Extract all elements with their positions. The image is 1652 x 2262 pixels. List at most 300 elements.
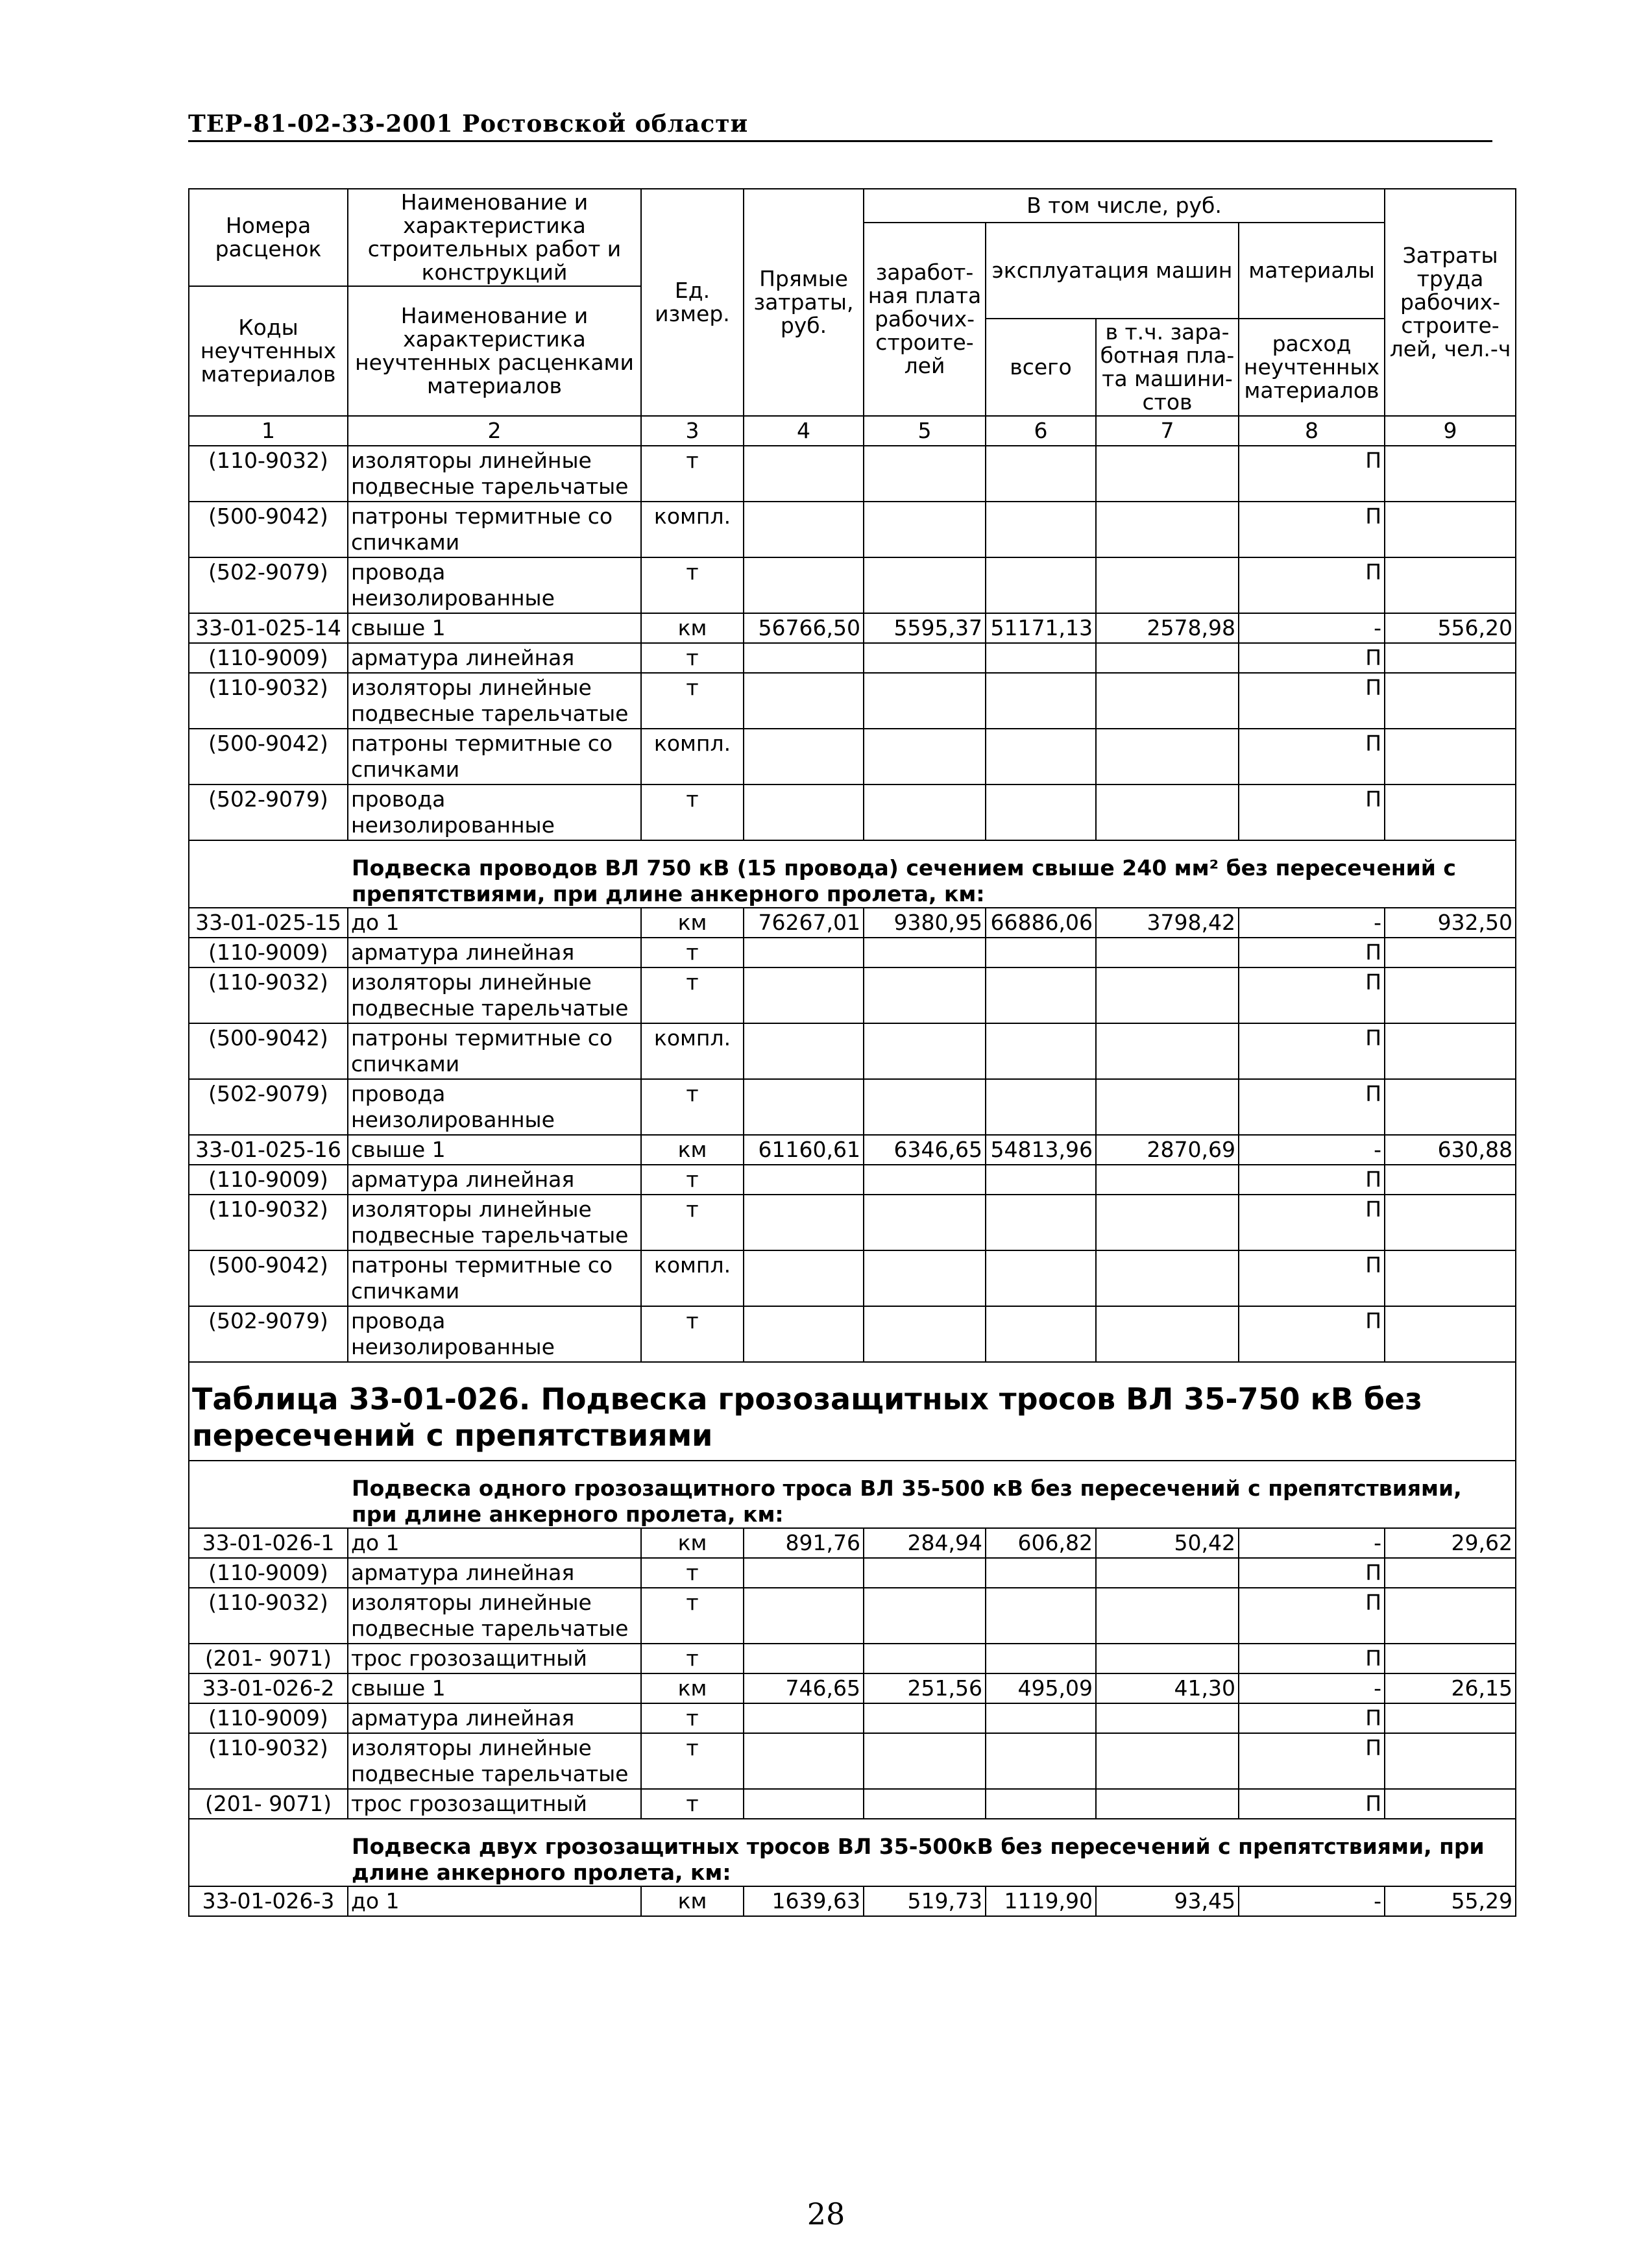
table-row: [189, 643, 1516, 673]
machine-total-cell: [986, 502, 1096, 557]
materials-cell: П: [1239, 1644, 1385, 1673]
machine-total-cell: [986, 673, 1096, 729]
materials-cell: П: [1239, 502, 1385, 557]
work-name-cell: патроны термитные со спичками: [348, 502, 641, 557]
table-row: [189, 729, 1516, 784]
unit-cell: км: [641, 1135, 744, 1165]
direct-costs-cell: [744, 1306, 864, 1362]
wages-cell: [864, 1165, 986, 1195]
wages-cell: [864, 1588, 986, 1644]
table-row: [189, 1703, 1516, 1733]
rate-code-cell: (110-9009): [189, 1165, 348, 1195]
unit-cell: т: [641, 1588, 744, 1644]
machine-total-cell: [986, 1588, 1096, 1644]
unit-cell: компл.: [641, 1023, 744, 1079]
labor-cell: 55,29: [1385, 1886, 1516, 1916]
wages-cell: [864, 1644, 986, 1673]
labor-cell: [1385, 1306, 1516, 1362]
machine-wages-cell: 3798,42: [1096, 908, 1239, 938]
wages-cell: [864, 784, 986, 840]
machine-wages-cell: 93,45: [1096, 1886, 1239, 1916]
machine-total-cell: [986, 1079, 1096, 1135]
machine-total-cell: [986, 1250, 1096, 1306]
machine-total-cell: [986, 938, 1096, 967]
header-machine-operation: эксплуатация машин: [986, 223, 1239, 319]
work-name-cell: изоляторы линейные подвесные тарельчатые: [348, 673, 641, 729]
materials-cell: П: [1239, 1023, 1385, 1079]
work-name-cell: провода неизолированные: [348, 1306, 641, 1362]
wages-cell: [864, 643, 986, 673]
document-title: ТЕР-81-02-33-2001 Ростовской области: [188, 110, 749, 138]
header-labor: Затраты труда рабочих-строите-лей, чел.-ч: [1385, 189, 1516, 416]
work-name-cell: трос грозозащитный: [348, 1644, 641, 1673]
work-name-cell: трос грозозащитный: [348, 1789, 641, 1819]
header-unit: Ед. измер.: [641, 189, 744, 416]
wages-cell: [864, 446, 986, 502]
materials-cell: П: [1239, 673, 1385, 729]
table-row: [189, 1588, 1516, 1644]
work-name-cell: провода неизолированные: [348, 557, 641, 613]
wages-cell: [864, 1789, 986, 1819]
direct-costs-cell: [744, 643, 864, 673]
rate-code-cell: (502-9079): [189, 1079, 348, 1135]
direct-costs-cell: [744, 784, 864, 840]
machine-wages-cell: [1096, 729, 1239, 784]
table-row: [189, 502, 1516, 557]
unit-cell: т: [641, 784, 744, 840]
work-name-cell: до 1: [348, 1886, 641, 1916]
header-codes: Коды неучтенных материалов: [189, 286, 348, 416]
direct-costs-cell: [744, 673, 864, 729]
labor-cell: [1385, 938, 1516, 967]
wages-cell: [864, 938, 986, 967]
wages-cell: [864, 1558, 986, 1588]
materials-cell: -: [1239, 1673, 1385, 1703]
labor-cell: [1385, 1165, 1516, 1195]
table-row: [189, 1079, 1516, 1135]
table-row: [189, 446, 1516, 502]
machine-total-cell: [986, 1023, 1096, 1079]
header-machine-wages: в т.ч. зара-ботная пла-та машини-стов: [1096, 319, 1239, 416]
unit-cell: компл.: [641, 1250, 744, 1306]
wages-cell: 284,94: [864, 1528, 986, 1558]
machine-wages-cell: [1096, 967, 1239, 1023]
work-name-cell: изоляторы линейные подвесные тарельчатые: [348, 967, 641, 1023]
machine-wages-cell: 2870,69: [1096, 1135, 1239, 1165]
machine-total-cell: [986, 643, 1096, 673]
machine-wages-cell: [1096, 1703, 1239, 1733]
work-name-cell: патроны термитные со спичками: [348, 729, 641, 784]
machine-wages-cell: [1096, 1644, 1239, 1673]
section-heading: Подвеска одного грозозащитного троса ВЛ 35-500 кВ без пересечений с препятствиями, при длине анкерного пролета, км:: [189, 1461, 1516, 1528]
wages-cell: [864, 1023, 986, 1079]
rate-code-cell: (500-9042): [189, 1023, 348, 1079]
labor-cell: [1385, 1703, 1516, 1733]
work-name-cell: арматура линейная: [348, 1165, 641, 1195]
direct-costs-cell: 61160,61: [744, 1135, 864, 1165]
table-row: [189, 1558, 1516, 1588]
rate-code-cell: (500-9042): [189, 502, 348, 557]
direct-costs-cell: 891,76: [744, 1528, 864, 1558]
direct-costs-cell: [744, 1703, 864, 1733]
unit-cell: т: [641, 643, 744, 673]
header-rates-numbers: Номера расценок: [189, 189, 348, 286]
direct-costs-cell: [744, 1250, 864, 1306]
labor-cell: [1385, 1644, 1516, 1673]
machine-wages-cell: [1096, 1165, 1239, 1195]
unit-cell: т: [641, 1306, 744, 1362]
work-name-cell: арматура линейная: [348, 938, 641, 967]
labor-cell: 29,62: [1385, 1528, 1516, 1558]
header-including: В том числе, руб.: [864, 189, 1385, 223]
rate-code-cell: (201- 9071): [189, 1789, 348, 1819]
materials-cell: П: [1239, 729, 1385, 784]
unit-cell: т: [641, 1165, 744, 1195]
labor-cell: 26,15: [1385, 1673, 1516, 1703]
table-row: [189, 1789, 1516, 1819]
labor-cell: [1385, 1588, 1516, 1644]
work-name-cell: патроны термитные со спичками: [348, 1023, 641, 1079]
column-number-cell: 2: [348, 416, 641, 446]
direct-costs-cell: [744, 967, 864, 1023]
work-name-cell: провода неизолированные: [348, 1079, 641, 1135]
section-heading-row: [189, 1819, 1516, 1886]
direct-costs-cell: [744, 1165, 864, 1195]
column-number-cell: 4: [744, 416, 864, 446]
unit-cell: км: [641, 908, 744, 938]
rates-table: [188, 188, 1516, 1917]
unit-cell: т: [641, 938, 744, 967]
direct-costs-cell: [744, 446, 864, 502]
table-row: [189, 1886, 1516, 1916]
table-row: [189, 1733, 1516, 1789]
machine-total-cell: [986, 1789, 1096, 1819]
machine-wages-cell: [1096, 1789, 1239, 1819]
materials-cell: П: [1239, 1558, 1385, 1588]
column-number-cell: 5: [864, 416, 986, 446]
wages-cell: 519,73: [864, 1886, 986, 1916]
column-number-cell: 1: [189, 416, 348, 446]
table-row: [189, 1644, 1516, 1673]
rate-code-cell: 33-01-025-16: [189, 1135, 348, 1165]
unit-cell: т: [641, 1703, 744, 1733]
machine-wages-cell: 41,30: [1096, 1673, 1239, 1703]
materials-cell: -: [1239, 1528, 1385, 1558]
direct-costs-cell: [744, 1588, 864, 1644]
table-row: [189, 673, 1516, 729]
labor-cell: [1385, 1250, 1516, 1306]
rate-code-cell: (110-9009): [189, 643, 348, 673]
page-number: 28: [807, 2196, 845, 2232]
wages-cell: [864, 967, 986, 1023]
labor-cell: [1385, 1733, 1516, 1789]
work-name-cell: арматура линейная: [348, 1703, 641, 1733]
wages-cell: [864, 1733, 986, 1789]
direct-costs-cell: 56766,50: [744, 613, 864, 643]
wages-cell: 251,56: [864, 1673, 986, 1703]
table-row: [189, 1135, 1516, 1165]
direct-costs-cell: [744, 729, 864, 784]
materials-cell: П: [1239, 446, 1385, 502]
work-name-cell: изоляторы линейные подвесные тарельчатые: [348, 1195, 641, 1250]
table-row: [189, 784, 1516, 840]
page-header: [188, 110, 1492, 142]
unit-cell: км: [641, 613, 744, 643]
wages-cell: [864, 673, 986, 729]
machine-total-cell: [986, 1195, 1096, 1250]
direct-costs-cell: [744, 1733, 864, 1789]
materials-cell: П: [1239, 1733, 1385, 1789]
direct-costs-cell: [744, 1789, 864, 1819]
wages-cell: [864, 1195, 986, 1250]
materials-cell: -: [1239, 1135, 1385, 1165]
machine-total-cell: [986, 1644, 1096, 1673]
machine-total-cell: [986, 1165, 1096, 1195]
direct-costs-cell: [744, 1079, 864, 1135]
work-name-cell: арматура линейная: [348, 643, 641, 673]
direct-costs-cell: [744, 1023, 864, 1079]
machine-wages-cell: 50,42: [1096, 1528, 1239, 1558]
unit-cell: км: [641, 1528, 744, 1558]
direct-costs-cell: [744, 1558, 864, 1588]
machine-wages-cell: 2578,98: [1096, 613, 1239, 643]
machine-total-cell: 1119,90: [986, 1886, 1096, 1916]
rate-code-cell: (502-9079): [189, 784, 348, 840]
machine-total-cell: 66886,06: [986, 908, 1096, 938]
header-wages: заработ-ная плата рабочих-строите-лей: [864, 223, 986, 416]
unit-cell: т: [641, 1733, 744, 1789]
table-title-row: [189, 1374, 1516, 1461]
direct-costs-cell: 76267,01: [744, 908, 864, 938]
table-row: [189, 1023, 1516, 1079]
wages-cell: 6346,65: [864, 1135, 986, 1165]
table-row: [189, 1528, 1516, 1558]
work-name-cell: до 1: [348, 908, 641, 938]
unit-cell: т: [641, 1644, 744, 1673]
machine-total-cell: [986, 784, 1096, 840]
wages-cell: [864, 1306, 986, 1362]
machine-total-cell: [986, 1703, 1096, 1733]
labor-cell: [1385, 643, 1516, 673]
rate-code-cell: (110-9009): [189, 1558, 348, 1588]
labor-cell: [1385, 1079, 1516, 1135]
rate-code-cell: (502-9079): [189, 557, 348, 613]
machine-total-cell: [986, 557, 1096, 613]
rate-code-cell: (110-9009): [189, 938, 348, 967]
rate-code-cell: (110-9032): [189, 1195, 348, 1250]
unit-cell: т: [641, 967, 744, 1023]
direct-costs-cell: [744, 938, 864, 967]
wages-cell: [864, 502, 986, 557]
column-number-cell: 9: [1385, 416, 1516, 446]
table-row: [189, 1306, 1516, 1362]
rate-code-cell: (110-9032): [189, 1588, 348, 1644]
header-materials-usage: расход неучтенных материалов: [1239, 319, 1385, 416]
direct-costs-cell: [744, 557, 864, 613]
machine-wages-cell: [1096, 1588, 1239, 1644]
materials-cell: П: [1239, 1789, 1385, 1819]
table-row: [189, 908, 1516, 938]
machine-wages-cell: [1096, 446, 1239, 502]
materials-cell: П: [1239, 1165, 1385, 1195]
table-row: [189, 938, 1516, 967]
machine-wages-cell: [1096, 1558, 1239, 1588]
section-heading-row: [189, 1461, 1516, 1528]
machine-wages-cell: [1096, 502, 1239, 557]
labor-cell: [1385, 729, 1516, 784]
wages-cell: 5595,37: [864, 613, 986, 643]
labor-cell: [1385, 673, 1516, 729]
rate-code-cell: (110-9032): [189, 446, 348, 502]
unit-cell: т: [641, 1558, 744, 1588]
rate-code-cell: (500-9042): [189, 1250, 348, 1306]
machine-wages-cell: [1096, 1023, 1239, 1079]
unit-cell: т: [641, 673, 744, 729]
machine-wages-cell: [1096, 1079, 1239, 1135]
machine-wages-cell: [1096, 938, 1239, 967]
machine-wages-cell: [1096, 643, 1239, 673]
table-row: [189, 613, 1516, 643]
unit-cell: т: [641, 557, 744, 613]
unit-cell: т: [641, 1195, 744, 1250]
wages-cell: [864, 557, 986, 613]
materials-cell: П: [1239, 643, 1385, 673]
rate-code-cell: 33-01-026-2: [189, 1673, 348, 1703]
table-title: Таблица 33-01-026. Подвеска грозозащитных тросов ВЛ 35-750 кВ без пересечений с препятствиями: [189, 1374, 1516, 1461]
materials-cell: П: [1239, 1588, 1385, 1644]
spacer: [189, 1362, 1516, 1374]
rate-code-cell: (110-9032): [189, 673, 348, 729]
column-number-cell: 8: [1239, 416, 1385, 446]
work-name-cell: свыше 1: [348, 613, 641, 643]
machine-total-cell: [986, 967, 1096, 1023]
table-row: [189, 967, 1516, 1023]
wages-cell: [864, 729, 986, 784]
work-name-cell: свыше 1: [348, 1135, 641, 1165]
labor-cell: [1385, 967, 1516, 1023]
header-machine-total: всего: [986, 319, 1096, 416]
machine-wages-cell: [1096, 673, 1239, 729]
rate-code-cell: (110-9032): [189, 967, 348, 1023]
table-row: [189, 1673, 1516, 1703]
labor-cell: 932,50: [1385, 908, 1516, 938]
machine-total-cell: [986, 729, 1096, 784]
machine-total-cell: [986, 1558, 1096, 1588]
rate-code-cell: 33-01-026-3: [189, 1886, 348, 1916]
work-name-cell: до 1: [348, 1528, 641, 1558]
labor-cell: 556,20: [1385, 613, 1516, 643]
rate-code-cell: (500-9042): [189, 729, 348, 784]
materials-cell: П: [1239, 967, 1385, 1023]
wages-cell: [864, 1079, 986, 1135]
rate-code-cell: (201- 9071): [189, 1644, 348, 1673]
spacer-row: [189, 1362, 1516, 1374]
header-materials: материалы: [1239, 223, 1385, 319]
column-number-cell: 7: [1096, 416, 1239, 446]
materials-cell: -: [1239, 1886, 1385, 1916]
column-number-cell: 6: [986, 416, 1096, 446]
materials-cell: П: [1239, 1703, 1385, 1733]
rate-code-cell: 33-01-026-1: [189, 1528, 348, 1558]
machine-total-cell: [986, 446, 1096, 502]
column-numbers-row: [189, 416, 1516, 446]
labor-cell: [1385, 502, 1516, 557]
table-row: [189, 1250, 1516, 1306]
work-name-cell: свыше 1: [348, 1673, 641, 1703]
materials-cell: -: [1239, 613, 1385, 643]
materials-cell: П: [1239, 938, 1385, 967]
unit-cell: компл.: [641, 502, 744, 557]
labor-cell: [1385, 446, 1516, 502]
column-number-cell: 3: [641, 416, 744, 446]
direct-costs-cell: [744, 502, 864, 557]
materials-cell: П: [1239, 1079, 1385, 1135]
labor-cell: [1385, 557, 1516, 613]
header-direct-costs: Прямые затраты, руб.: [744, 189, 864, 416]
rate-code-cell: 33-01-025-14: [189, 613, 348, 643]
machine-total-cell: 54813,96: [986, 1135, 1096, 1165]
wages-cell: 9380,95: [864, 908, 986, 938]
machine-total-cell: 51171,13: [986, 613, 1096, 643]
work-name-cell: провода неизолированные: [348, 784, 641, 840]
header-name-bottom: Наименование и характеристика неучтенных расценками материалов: [348, 286, 641, 416]
materials-cell: -: [1239, 908, 1385, 938]
table-row: [189, 1165, 1516, 1195]
labor-cell: [1385, 1023, 1516, 1079]
labor-cell: [1385, 1195, 1516, 1250]
wages-cell: [864, 1250, 986, 1306]
unit-cell: т: [641, 446, 744, 502]
unit-cell: км: [641, 1673, 744, 1703]
unit-cell: км: [641, 1886, 744, 1916]
materials-cell: П: [1239, 1306, 1385, 1362]
direct-costs-cell: 746,65: [744, 1673, 864, 1703]
machine-wages-cell: [1096, 1306, 1239, 1362]
machine-wages-cell: [1096, 557, 1239, 613]
labor-cell: [1385, 784, 1516, 840]
machine-total-cell: [986, 1306, 1096, 1362]
labor-cell: 630,88: [1385, 1135, 1516, 1165]
machine-wages-cell: [1096, 1250, 1239, 1306]
work-name-cell: изоляторы линейные подвесные тарельчатые: [348, 446, 641, 502]
materials-cell: П: [1239, 557, 1385, 613]
materials-cell: П: [1239, 1195, 1385, 1250]
rate-code-cell: 33-01-025-15: [189, 908, 348, 938]
labor-cell: [1385, 1558, 1516, 1588]
work-name-cell: изоляторы линейные подвесные тарельчатые: [348, 1733, 641, 1789]
materials-cell: П: [1239, 784, 1385, 840]
work-name-cell: патроны термитные со спичками: [348, 1250, 641, 1306]
labor-cell: [1385, 1789, 1516, 1819]
machine-total-cell: 495,09: [986, 1673, 1096, 1703]
unit-cell: т: [641, 1079, 744, 1135]
section-heading: Подвеска двух грозозащитных тросов ВЛ 35-500кВ без пересечений с препятствиями, при длине анкерного пролета, км:: [189, 1819, 1516, 1886]
table-row: [189, 1195, 1516, 1250]
table-row: [189, 557, 1516, 613]
section-heading: Подвеска проводов ВЛ 750 кВ (15 провода) сечением свыше 240 мм² без пересечений с препятствиями, при длине анкерного пролета, км:: [189, 840, 1516, 908]
rate-code-cell: (110-9032): [189, 1733, 348, 1789]
machine-wages-cell: [1096, 784, 1239, 840]
rate-code-cell: (502-9079): [189, 1306, 348, 1362]
machine-total-cell: [986, 1733, 1096, 1789]
work-name-cell: арматура линейная: [348, 1558, 641, 1588]
work-name-cell: изоляторы линейные подвесные тарельчатые: [348, 1588, 641, 1644]
section-heading-row: [189, 840, 1516, 908]
materials-cell: П: [1239, 1250, 1385, 1306]
header-name-top: Наименование и характеристика строительных работ и конструкций: [348, 189, 641, 286]
direct-costs-cell: 1639,63: [744, 1886, 864, 1916]
rate-code-cell: (110-9009): [189, 1703, 348, 1733]
